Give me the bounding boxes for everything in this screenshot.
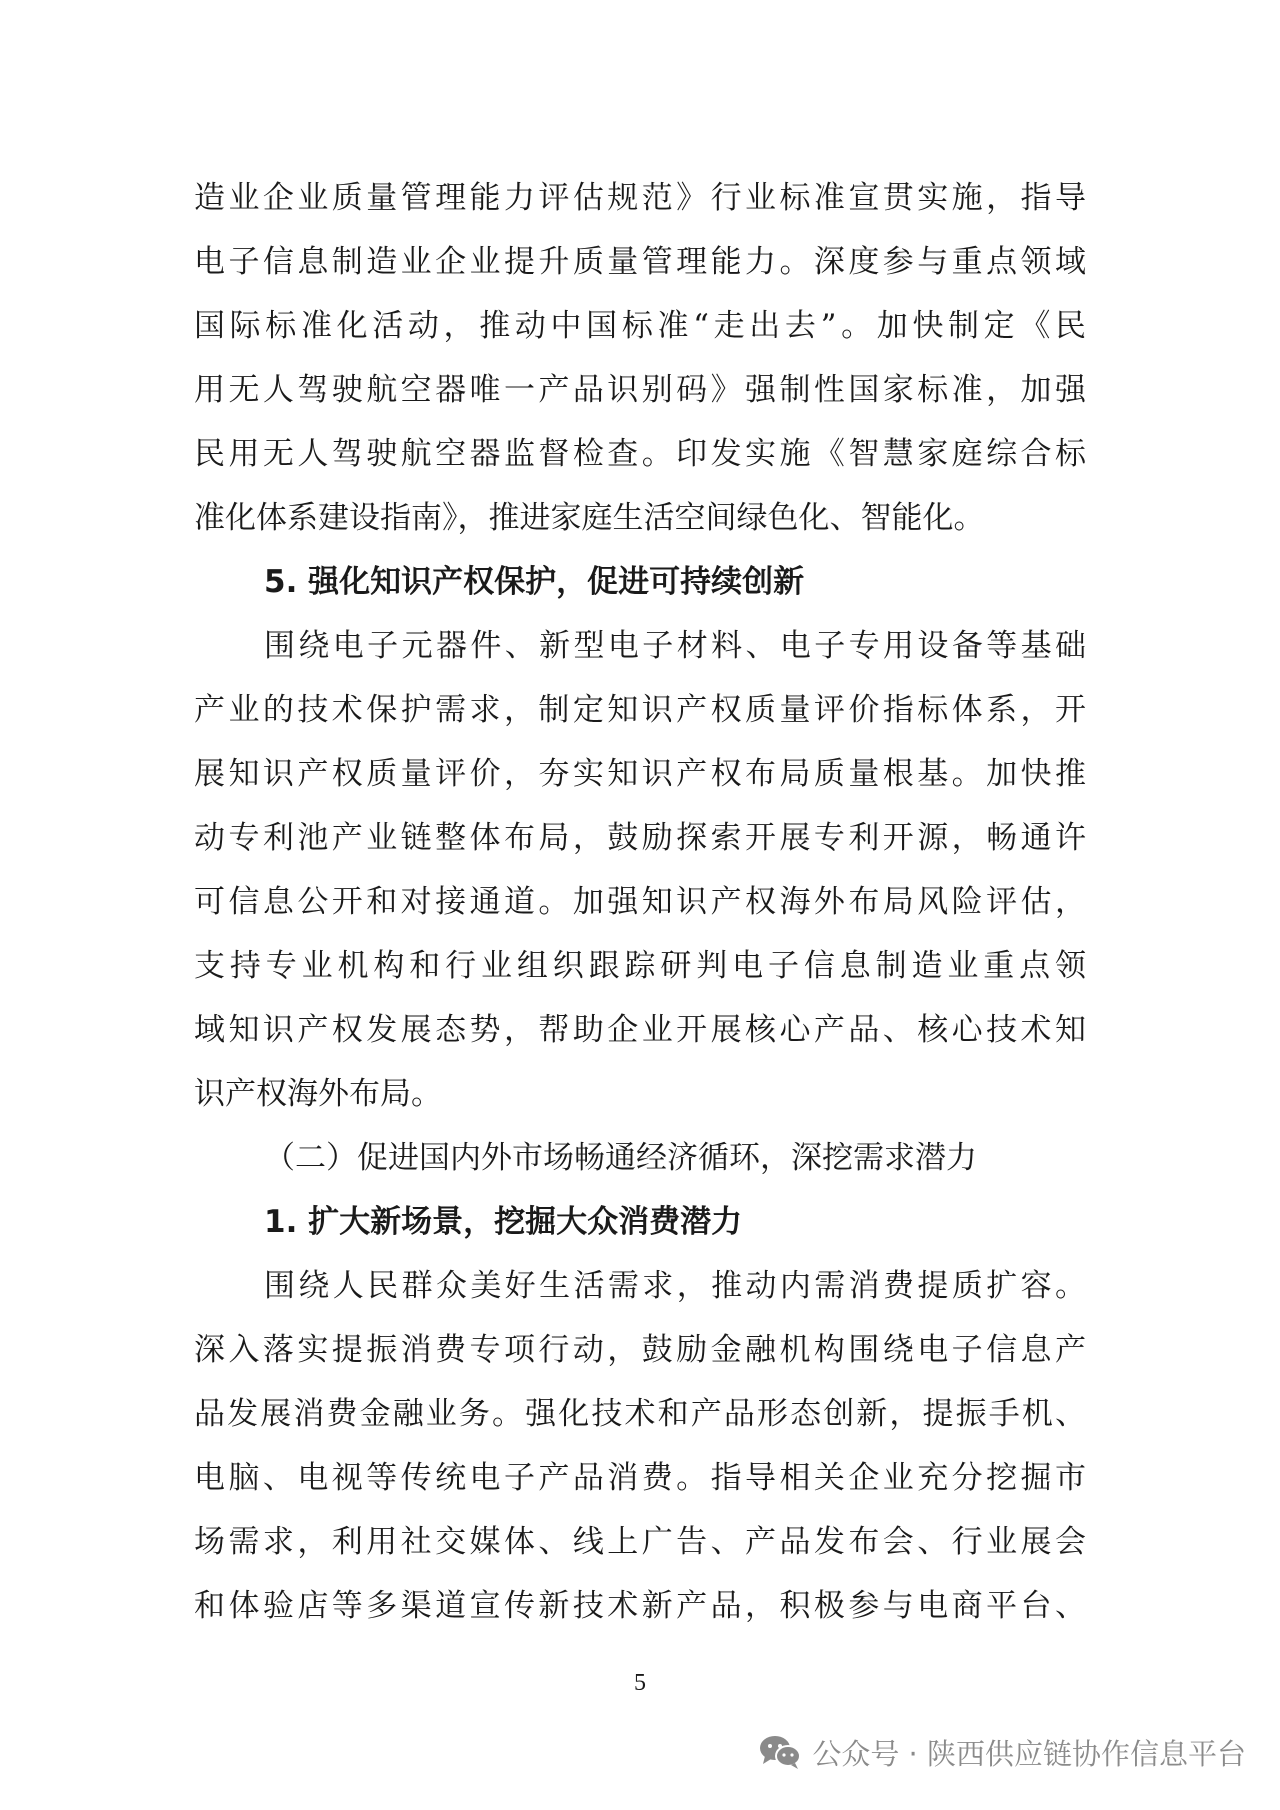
chapter-heading: （二）促进国内外市场畅通经济循环，深挖需求潜力 bbox=[264, 1140, 977, 1176]
watermark bbox=[758, 1732, 1246, 1772]
text-line: 用无人驾驶航空器唯一产品识别码》强制性国家标准，加强 bbox=[194, 372, 1086, 408]
text-line: 电子信息制造业企业提升质量管理能力。深度参与重点领域 bbox=[194, 244, 1086, 280]
text-line: 民用无人驾驶航空器监督检查。印发实施《智慧家庭综合标 bbox=[194, 436, 1086, 472]
text-line: 围绕电子元器件、新型电子材料、电子专用设备等基础 bbox=[264, 628, 1086, 664]
text-line: 准化体系建设指南》，推进家庭生活空间绿色化、智能化。 bbox=[194, 500, 985, 536]
text-line: 支持专业机构和行业组织跟踪研判电子信息制造业重点领 bbox=[194, 948, 1086, 984]
page-number: 5 bbox=[634, 1670, 646, 1696]
wechat-icon bbox=[758, 1734, 802, 1770]
text-line: 动专利池产业链整体布局，鼓励探索开展专利开源，畅通许 bbox=[194, 820, 1086, 856]
section-heading: 5. 强化知识产权保护，促进可持续创新 bbox=[264, 564, 805, 600]
text-line: 国际标准化活动，推动中国标准“走出去”。加快制定《民 bbox=[194, 308, 1086, 344]
text-line: 深入落实提振消费专项行动，鼓励金融机构围绕电子信息产 bbox=[194, 1332, 1086, 1368]
text-line: 电脑、电视等传统电子产品消费。指导相关企业充分挖掘市 bbox=[194, 1460, 1086, 1496]
text-line: 场需求，利用社交媒体、线上广告、产品发布会、行业展会 bbox=[194, 1524, 1086, 1560]
text-line: 识产权海外布局。 bbox=[194, 1076, 442, 1112]
text-line: 围绕人民群众美好生活需求，推动内需消费提质扩容。 bbox=[264, 1268, 1086, 1304]
section-heading: 1. 扩大新场景，挖掘大众消费潜力 bbox=[264, 1204, 743, 1240]
text-line: 造业企业质量管理能力评估规范》行业标准宣贯实施，指导 bbox=[194, 180, 1086, 216]
document-body bbox=[194, 166, 1086, 1638]
text-line: 产业的技术保护需求，制定知识产权质量评价指标体系，开 bbox=[194, 692, 1086, 728]
text-line: 展知识产权质量评价，夯实知识产权布局质量根基。加快推 bbox=[194, 756, 1086, 792]
text-line: 域知识产权发展态势，帮助企业开展核心产品、核心技术知 bbox=[194, 1012, 1086, 1048]
text-line: 品发展消费金融业务。强化技术和产品形态创新，提振手机、 bbox=[194, 1396, 1086, 1432]
watermark-text: 公众号 · 陕西供应链协作信息平台 bbox=[812, 1736, 1246, 1771]
text-line: 和体验店等多渠道宣传新技术新产品，积极参与电商平台、 bbox=[194, 1588, 1086, 1624]
text-line: 可信息公开和对接通道。加强知识产权海外布局风险评估， bbox=[194, 884, 1086, 920]
